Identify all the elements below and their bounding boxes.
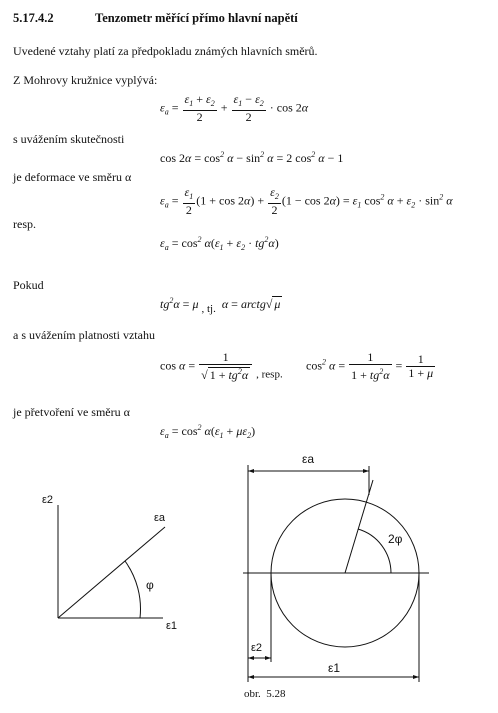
equation-mohr: $\varepsilon_a$ = $\frac{\varepsilon_1 + \varepsilon_2}{2}$ + $\frac{\varepsilon_1 - \varepsilon_2}{2}$ · cos 2α — [160, 92, 309, 124]
left-direction-line — [58, 527, 165, 618]
paragraph-relation: a s uvážením platnosti vztahu — [13, 328, 155, 342]
equation-strain: $\varepsilon_a = \cos^2 \alpha(\varepsilon_1 + \mu\varepsilon_2)$ — [160, 423, 256, 440]
inline-resp: , resp. — [256, 368, 283, 381]
equation-cos2-a: $\cos^2 \alpha$ = $\frac{1}{1 + tg^2\alpha}$ = $\frac{1}{1 + \mu}$ — [306, 350, 434, 382]
left-x-axis-label: ε1 — [166, 620, 178, 632]
paragraph-fact: s uvážením skutečnosti — [13, 132, 125, 146]
equation-cos2a: $\cos 2\alpha = \cos^2 \alpha - \sin^2 \alpha = 2$ $\cos^2 \alpha - 1$ — [160, 150, 344, 165]
paragraph-strain: je přetvoření ve směru α — [13, 405, 130, 419]
equation-resp: $\varepsilon_a = \cos^2 \alpha(\varepsilon_1 + \varepsilon_2 \cdot tg^2\alpha)$ — [160, 235, 279, 252]
paragraph-deformation: je deformace ve směru α — [13, 170, 132, 184]
paragraph-pokud: Pokud — [13, 278, 44, 292]
paragraph-assumption: Uvedené vztahy platí za předpokladu známých hlavních směrů. — [13, 44, 318, 58]
paragraph-resp: resp. — [13, 217, 36, 231]
figure-caption: obr. 5.28 — [244, 688, 286, 700]
left-angle-label: φ — [146, 578, 154, 592]
equation-cos-a: cos α = $\frac{1}{√ 1 + tg^2\alpha}$ , resp. — [160, 350, 283, 382]
inline-tj: , tj. — [201, 303, 216, 315]
section-number: 5.17.4.2 — [13, 11, 54, 25]
left-angle-arc — [125, 561, 140, 618]
left-y-axis-label: ε2 — [42, 494, 54, 506]
right-e2-label: ε2 — [251, 642, 263, 654]
left-line-label: εa — [154, 512, 166, 524]
equation-deformation: $\varepsilon_a$ = $\frac{\varepsilon_1}{2}$ (1 + cos 2α) + $\frac{\varepsilon_2}{2}$ $(1 - \cos 2\alpha) = \varepsilon_1$ $\cos^2 \alpha + \varepsilon_2 \cdot \sin^2 \alpha$ — [160, 185, 453, 217]
right-e1-label: ε1 — [328, 661, 341, 675]
mohr-angle-arc — [358, 529, 391, 573]
section-title: Tenzometr měřící přímo hlavní napětí — [95, 11, 298, 25]
right-top-label: εa — [302, 452, 315, 466]
right-angle-label: 2φ — [388, 532, 403, 546]
paragraph-mohr: Z Mohrovy kružnice vyplývá: — [13, 73, 158, 87]
equation-tg: $tg^2\alpha = \mu$ , tj. α = arctg√ μ — [160, 296, 281, 315]
